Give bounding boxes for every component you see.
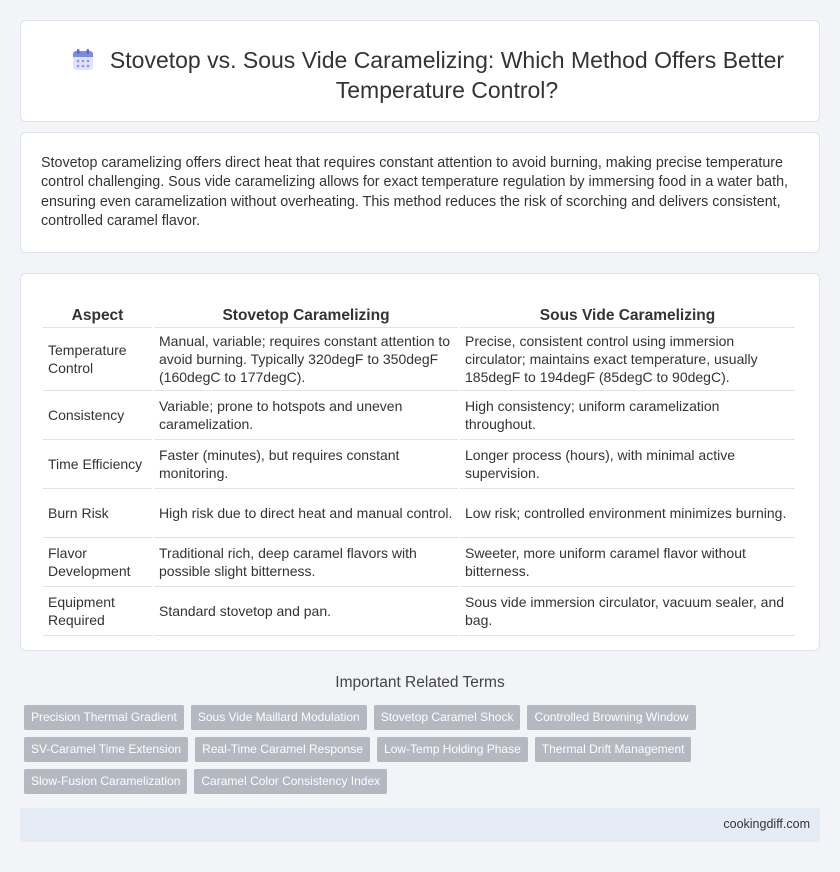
related-term-tag[interactable]: Stovetop Caramel Shock (374, 705, 521, 730)
table-row (43, 587, 795, 636)
cell-sous-vide: Precise, consistent control using immersion circulator; maintains exact temperature, usually 185degF to 194degF (85degC to 90degC). (460, 328, 795, 391)
cell-stovetop: Variable; prone to hotspots and uneven caramelization. (154, 391, 458, 440)
comparison-card (20, 273, 820, 651)
related-terms-list (24, 705, 724, 801)
header-sous-vide: Sous Vide Caramelizing (460, 298, 795, 328)
cell-sous-vide: Sweeter, more uniform caramel flavor without bitterness. (460, 538, 795, 587)
header-stovetop: Stovetop Caramelizing (154, 298, 458, 328)
related-term-tag[interactable]: Slow-Fusion Caramelization (24, 769, 187, 794)
cell-sous-vide: High consistency; uniform caramelization throughout. (460, 391, 795, 440)
cell-aspect: Time Efficiency (43, 440, 152, 489)
cell-stovetop: Manual, variable; requires constant attention to avoid burning. Typically 320degF to 350degF (160degC to 177degC). (154, 328, 458, 391)
header-aspect: Aspect (43, 298, 152, 328)
related-term-tag[interactable]: Controlled Browning Window (527, 705, 695, 730)
footer (20, 808, 820, 842)
related-term-tag[interactable]: Caramel Color Consistency Index (194, 769, 387, 794)
page-title: Stovetop vs. Sous Vide Caramelizing: Which Method Offers Better Temperature Control? (109, 47, 785, 103)
related-term-tag[interactable]: Precision Thermal Gradient (24, 705, 184, 730)
cell-aspect: Burn Risk (43, 489, 152, 538)
related-term-tag[interactable]: SV-Caramel Time Extension (24, 737, 188, 762)
intro-paragraph: Stovetop caramelizing offers direct heat that requires constant attention to avoid burning, making precise temperature control challenging. Sous vide caramelizing allows for exact temperature regulation by immersing food in a water bath, ensuring even caramelization without overheating. This method reduces the risk of scorching and delivers consistent, controlled caramel flavor. (41, 155, 788, 229)
cell-aspect: Flavor Development (43, 538, 152, 587)
cell-stovetop: Standard stovetop and pan. (154, 587, 458, 636)
cell-stovetop: Traditional rich, deep caramel flavors with possible slight bitterness. (154, 538, 458, 587)
related-term-tag[interactable]: Real-Time Caramel Response (195, 737, 370, 762)
cell-sous-vide: Longer process (hours), with minimal active supervision. (460, 440, 795, 489)
table-row (43, 489, 795, 538)
table-row (43, 538, 795, 587)
cell-aspect: Equipment Required (43, 587, 152, 636)
footer-site-link[interactable]: cookingdiff.com (723, 817, 810, 831)
table-row (43, 391, 795, 440)
intro-card (20, 132, 820, 253)
table-row (43, 328, 795, 391)
table-header-row (43, 298, 795, 328)
cell-stovetop: Faster (minutes), but requires constant monitoring. (154, 440, 458, 489)
cell-sous-vide: Low risk; controlled environment minimizes burning. (460, 489, 795, 538)
title-card (20, 20, 820, 122)
comparison-table (41, 298, 797, 636)
related-term-tag[interactable]: Thermal Drift Management (535, 737, 692, 762)
related-term-tag[interactable]: Low-Temp Holding Phase (377, 737, 528, 762)
table-row (43, 440, 795, 489)
related-term-tag[interactable]: Sous Vide Maillard Modulation (191, 705, 367, 730)
related-terms-heading: Important Related Terms (335, 674, 505, 691)
cell-aspect: Temperature Control (43, 328, 152, 391)
cell-aspect: Consistency (43, 391, 152, 440)
cell-stovetop: High risk due to direct heat and manual control. (154, 489, 458, 538)
cell-sous-vide: Sous vide immersion circulator, vacuum sealer, and bag. (460, 587, 795, 636)
